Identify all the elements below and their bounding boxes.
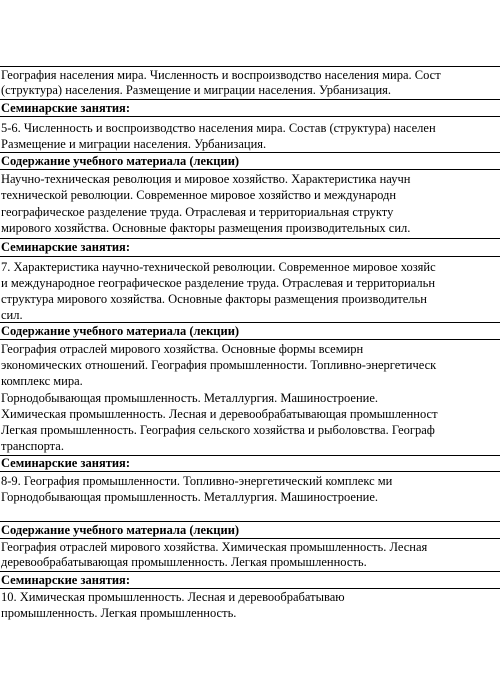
table-row: [0, 66, 500, 100]
table-row-heading: [0, 99, 500, 116]
table-row: [0, 471, 500, 521]
table-row: [0, 169, 500, 238]
table-row: [0, 256, 500, 323]
section-heading: Содержание учебного материала (лекции): [1, 154, 240, 168]
text-line: География отраслей мирового хозяйства. Основные формы всемирн: [1, 342, 364, 356]
text-line: экономических отношений. География промышленности. Топливно-энергетическ: [1, 358, 437, 372]
text-line: Горнодобывающая промышленность. Металлургия. Машиностроение.: [1, 391, 379, 405]
text-line: География населения мира. Численность и воспроизводство населения мира. Сост: [1, 68, 441, 82]
section-heading: Содержание учебного материала (лекции): [1, 523, 240, 537]
section-heading: Содержание учебного материала (лекции): [1, 324, 240, 338]
text-line: сил.: [1, 308, 23, 322]
text-line: 8-9. География промышленности. Топливно-энергетический комплекс ми: [1, 474, 393, 488]
text-line: Размещение и миграции населения. Урбанизация.: [1, 137, 267, 151]
section-heading: Семинарские занятия:: [1, 101, 130, 115]
text-line: деревообрабатывающая промышленность. Легкая промышленность.: [1, 555, 367, 569]
text-line: 7. Характеристика научно-технической революции. Современное мировое хозяйс: [1, 260, 436, 274]
text-line: 5-6. Численность и воспроизводство населения мира. Состав (структура) населен: [1, 121, 436, 135]
text-line: Научно-техническая революция и мировое хозяйство. Характеристика научн: [1, 172, 411, 186]
table-row: [0, 116, 500, 152]
table-row: [0, 588, 500, 622]
table-row-heading: [0, 238, 500, 256]
text-line: (структура) населения. Размещение и миграции населения. Урбанизация.: [1, 83, 392, 97]
text-line: География отраслей мирового хозяйства. Химическая промышленность. Лесная: [1, 540, 428, 554]
text-line: комплекс мира.: [1, 374, 83, 388]
text-line: мирового хозяйства. Основные факторы размещения производительных сил.: [1, 221, 411, 235]
table-row-heading: [0, 521, 500, 538]
table-row: [0, 538, 500, 572]
text-line: Химическая промышленность. Лесная и деревообрабатывающая промышленност: [1, 407, 438, 421]
text-line: транспорта.: [1, 439, 64, 453]
text-line: 10. Химическая промышленность. Лесная и деревообрабатываю: [1, 590, 345, 604]
text-line: технической революции. Современное мировое хозяйство и международн: [1, 188, 397, 202]
table-row-heading: [0, 455, 500, 471]
text-line: географическое разделение труда. Отраслевая и территориальная структу: [1, 205, 394, 219]
text-line: структура мирового хозяйства. Основные факторы размещения производительн: [1, 292, 427, 306]
text-line: Горнодобывающая промышленность. Металлургия. Машиностроение.: [1, 490, 379, 504]
table-row-heading: [0, 152, 500, 169]
text-line: промышленность. Легкая промышленность.: [1, 606, 237, 620]
text-line: Легкая промышленность. География сельского хозяйства и рыболовства. Географ: [1, 423, 435, 437]
table-row: [0, 339, 500, 455]
text-line: и международное географическое разделение труда. Отраслевая и территориальн: [1, 276, 436, 290]
section-heading: Семинарские занятия:: [1, 456, 130, 470]
table-row-heading: [0, 322, 500, 339]
section-heading: Семинарские занятия:: [1, 573, 130, 587]
section-heading: Семинарские занятия:: [1, 240, 130, 254]
table-row-heading: [0, 571, 500, 588]
